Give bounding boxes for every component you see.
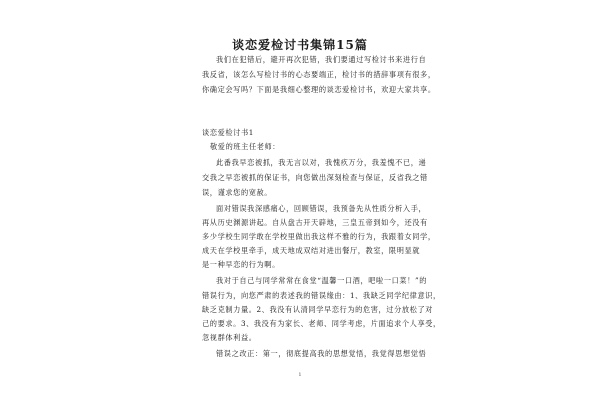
- paragraph-line: 面对错误我深感痛心，回顾错误，我预备先从性质分析入手，: [216, 204, 427, 213]
- salutation: 敬爱的班主任老师：: [210, 142, 281, 151]
- document-title: 谈恋爱检讨书集锦15篇: [232, 38, 368, 52]
- paragraph-line: 多少学校生同学敢在学校里做出我这样不雅的行为，我跟着女同学，: [202, 232, 436, 241]
- intro-line: 我反省，该怎么写检讨书的心态要端正，检讨书的措辞事项有很多，: [202, 70, 436, 79]
- paragraph-line: 是一种早恋的行为啊。: [202, 260, 280, 269]
- paragraph-line: 忽视群体利益。: [202, 333, 257, 342]
- intro-line: 你确定会写吗？下面是我细心整理的谈恋爱检讨书，欢迎大家共享。: [202, 85, 436, 94]
- section-heading: 谈恋爱检讨书1: [202, 128, 254, 137]
- paragraph-line: 再从历史渊源讲起。自从盘古开天辟地，三皇五帝到如今，还没有: [202, 218, 428, 227]
- paragraph-line: 错误行为，向您严肃的表述我的错误缘由：1、我缺乏同学纪律意识，: [202, 291, 441, 300]
- intro-line: 我们在犯错后，避开再次犯错，我们要通过写检讨书来进行自: [216, 55, 427, 64]
- paragraph-line: 缺乏克制力量。2、我没有认清同学早恋行为的危害，过分放松了对: [202, 305, 434, 314]
- paragraph-line: 误，谨求您的宽赦。: [202, 188, 273, 197]
- paragraph-line: 此番我早恋被抓，我无言以对，我愧疚万分，我羞愧不已，递: [216, 158, 427, 167]
- paragraph-line: 错误之改正：第一，彻底提高我的思想觉悟，我觉得思想觉悟: [216, 349, 427, 358]
- paragraph-line: 我对于自己与同学常常在食堂“温馨一口酒，吧啦一口菜！”的: [216, 276, 428, 285]
- paragraph-line: 成天在学校里牵手，成天地成双结对进出餐厅，教室，限明显就: [202, 246, 421, 255]
- paragraph-line: 己的要求。3、我没有为家长、老师、同学考虑，片面追求个人享受，: [202, 319, 441, 328]
- page-number: 1: [298, 372, 302, 378]
- paragraph-line: 交我之早恋被抓的保证书，向您做出深刻检查与保证，反省我之错: [202, 173, 428, 182]
